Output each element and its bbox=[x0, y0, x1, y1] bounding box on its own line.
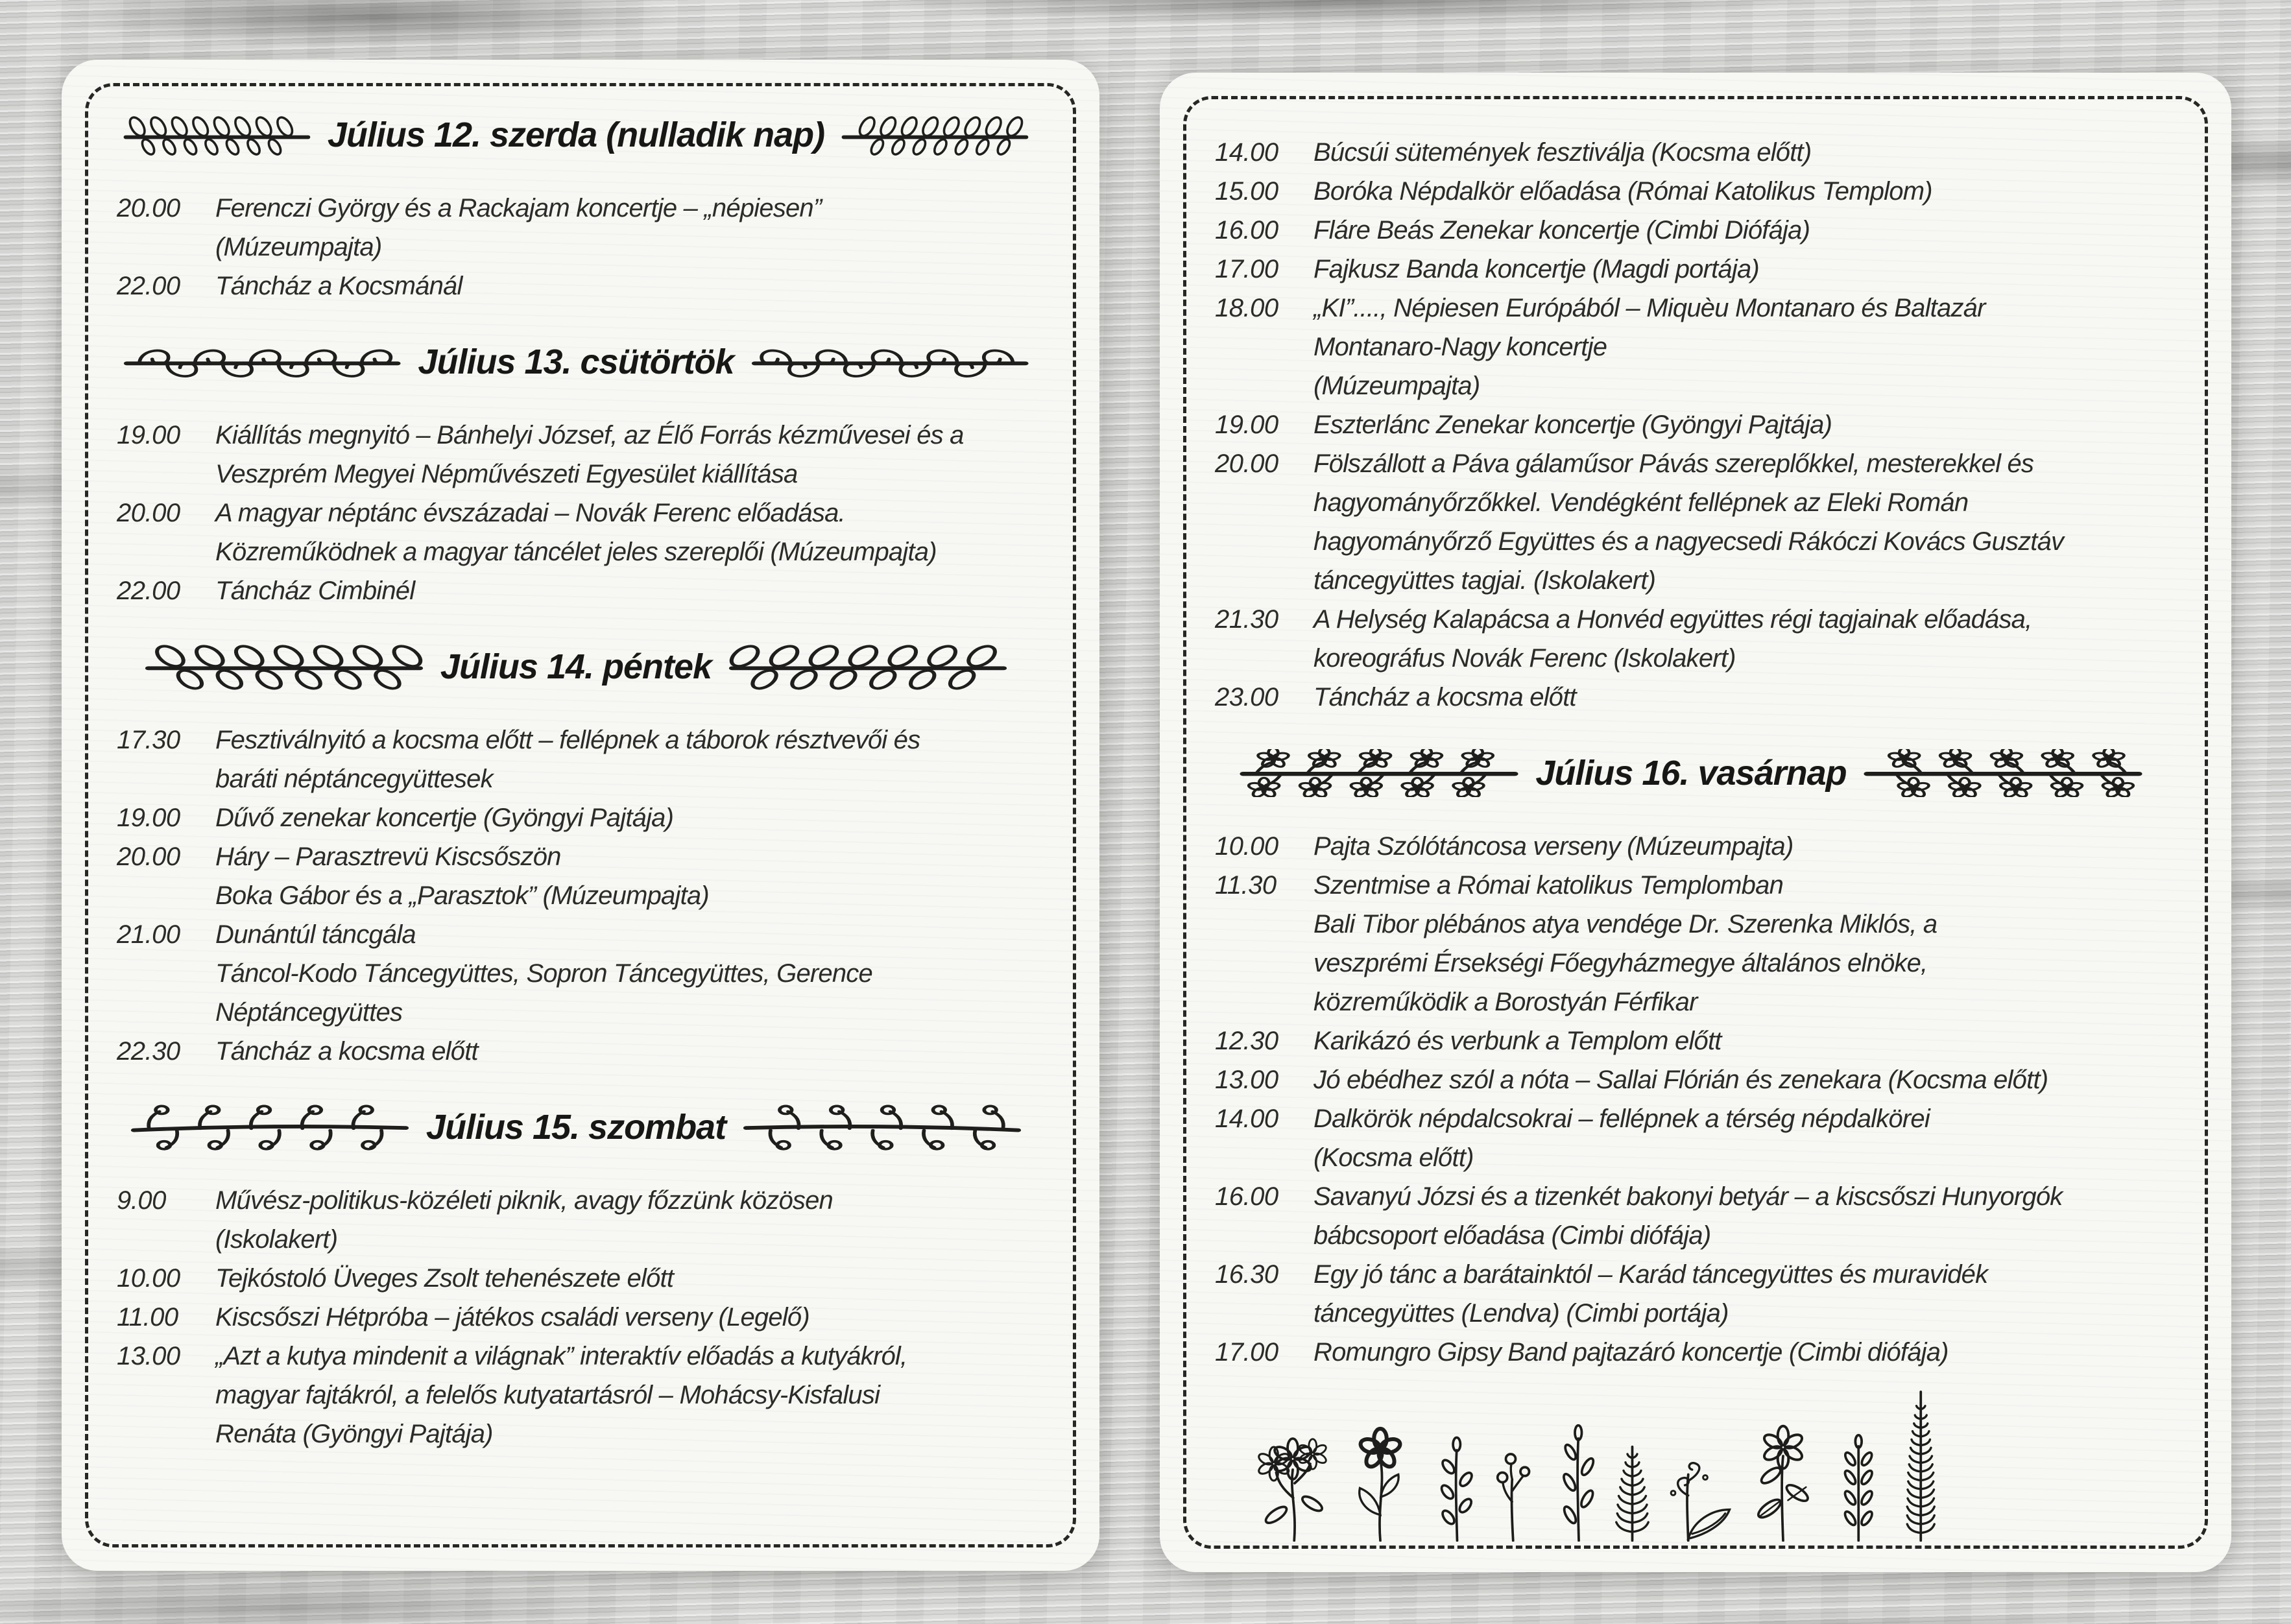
event-lines bbox=[1313, 405, 2167, 444]
event-time: 15.00 bbox=[1215, 177, 1278, 206]
event-text-line: Egy jó tánc a barátainktól – Karád táncegyüttes és muravidék bbox=[1313, 1260, 1988, 1289]
event-text-line: Fesztiválnyitó a kocsma előtt – fellépnek a táborok résztvevői és bbox=[215, 726, 920, 754]
event-lines bbox=[1313, 1060, 2167, 1099]
event-text-line: Tejkóstoló Üveges Zsolt tehenészete előtt bbox=[215, 1264, 674, 1293]
event-time: 19.00 bbox=[1215, 411, 1278, 439]
event-text-line: „KI”...., Népiesen Európából – Miquèu Montanaro és Baltazár bbox=[1313, 294, 1985, 322]
event-row bbox=[1215, 444, 2167, 600]
event-time: 22.00 bbox=[117, 577, 180, 605]
event-row bbox=[1215, 1177, 2167, 1255]
event-row bbox=[117, 494, 1035, 571]
event-time: 10.00 bbox=[1215, 832, 1278, 861]
event-lines bbox=[1313, 1255, 2167, 1333]
event-row bbox=[117, 571, 1035, 610]
sections-right bbox=[1186, 99, 2205, 1378]
event-lines bbox=[215, 837, 1035, 915]
event-text-line: Boka Gábor és a „Parasztok” (Múzeumpajta) bbox=[215, 881, 709, 910]
event-text-line: Renáta (Gyöngyi Pajtája) bbox=[215, 1420, 493, 1448]
event-row bbox=[1215, 211, 2167, 250]
event-lines bbox=[1313, 211, 2167, 250]
event-text-line: (Iskolakert) bbox=[215, 1225, 338, 1254]
event-lines bbox=[1313, 866, 2167, 1021]
event-row bbox=[1215, 405, 2167, 444]
curl-ornament-icon bbox=[123, 338, 401, 386]
event-lines bbox=[1313, 133, 2167, 172]
wildflower-meadow-illustration bbox=[1248, 1347, 1978, 1542]
event-row bbox=[117, 1298, 1035, 1337]
event-time: 22.30 bbox=[117, 1037, 180, 1066]
event-time: 11.30 bbox=[1215, 871, 1277, 900]
section-heading bbox=[1221, 749, 2161, 797]
event-lines bbox=[215, 1032, 1035, 1071]
event-time: 20.00 bbox=[117, 194, 180, 222]
event-text-line: (Múzeumpajta) bbox=[215, 233, 382, 261]
event-lines bbox=[215, 1259, 1035, 1298]
event-text-line: Néptáncegyüttes bbox=[215, 998, 403, 1027]
event-time: 17.00 bbox=[1215, 1338, 1278, 1367]
event-text-line: Dűvő zenekar koncertje (Gyöngyi Pajtája) bbox=[215, 804, 674, 832]
event-text-line: A Helység Kalapácsa a Honvéd együttes régi tagjainak előadása, bbox=[1313, 605, 2032, 634]
event-text-line: Jó ebédhez szól a nóta – Sallai Flórián és zenekara (Kocsma előtt) bbox=[1313, 1066, 2048, 1094]
event-text-line: Montanaro-Nagy koncertje bbox=[1313, 333, 1607, 361]
event-text-line: „Azt a kutya mindenit a világnak” interaktív előadás a kutyákról, bbox=[215, 1342, 907, 1370]
curl-ornament-icon bbox=[751, 338, 1029, 386]
event-text-line: Művész-politikus-közéleti piknik, avagy főzzünk közösen bbox=[215, 1186, 833, 1215]
leaf-ornament-icon bbox=[728, 643, 1007, 691]
event-time: 18.00 bbox=[1215, 294, 1278, 322]
event-lines bbox=[1313, 1021, 2167, 1060]
event-text-line: Táncház Cimbinél bbox=[215, 577, 415, 605]
event-row bbox=[117, 189, 1035, 267]
event-text-line: Savanyú Józsi és a tizenkét bakonyi betyár – a kiscsőszi Hunyorgók bbox=[1313, 1182, 2063, 1211]
section-heading bbox=[123, 1103, 1029, 1151]
event-text-line: Ferenczi György és a Rackajam koncertje – „népiesen” bbox=[215, 194, 822, 222]
event-text-line: koreográfus Novák Ferenc (Iskolakert) bbox=[1313, 644, 1736, 673]
event-time: 23.00 bbox=[1215, 683, 1278, 711]
event-lines bbox=[1313, 444, 2167, 600]
event-text-line: Bali Tibor plébános atya vendége Dr. Szerenka Miklós, a bbox=[1313, 910, 1937, 938]
event-text-line: Táncol-Kodo Táncegyüttes, Sopron Táncegyüttes, Gerence bbox=[215, 959, 872, 988]
event-text-line: Fajkusz Banda koncertje (Magdi portája) bbox=[1313, 255, 1759, 283]
event-row bbox=[1215, 827, 2167, 866]
event-text-line: Közreműködnek a magyar táncélet jeles szereplői (Múzeumpajta) bbox=[215, 538, 937, 566]
event-lines bbox=[1313, 250, 2167, 289]
event-lines bbox=[215, 416, 1035, 494]
event-lines bbox=[1313, 289, 2167, 405]
event-time: 19.00 bbox=[117, 421, 180, 449]
event-time: 10.00 bbox=[117, 1264, 180, 1293]
event-time: 17.30 bbox=[117, 726, 180, 754]
event-row bbox=[1215, 600, 2167, 678]
event-lines bbox=[215, 189, 1035, 267]
event-time: 12.30 bbox=[1215, 1027, 1278, 1055]
event-row bbox=[1215, 1099, 2167, 1177]
event-text-line: A magyar néptánc évszázadai – Novák Ferenc előadása. bbox=[215, 499, 845, 527]
event-time: 11.00 bbox=[117, 1303, 178, 1331]
event-time: 13.00 bbox=[1215, 1066, 1278, 1094]
event-text-line: veszprémi Érsekségi Főegyházmegye általános elnöke, bbox=[1313, 949, 1928, 977]
event-row bbox=[117, 1032, 1035, 1071]
event-row bbox=[117, 915, 1035, 1032]
event-row bbox=[117, 1181, 1035, 1259]
dashed-border-left bbox=[85, 83, 1076, 1547]
sections-left bbox=[88, 86, 1073, 1460]
event-text-line: Eszterlánc Zenekar koncertje (Gyöngyi Pajtája) bbox=[1313, 411, 1832, 439]
event-row bbox=[117, 837, 1035, 915]
flower-ornament-icon bbox=[1240, 749, 1518, 797]
event-row bbox=[1215, 289, 2167, 405]
event-time: 21.30 bbox=[1215, 605, 1278, 634]
section-heading bbox=[123, 643, 1029, 691]
event-row bbox=[117, 1259, 1035, 1298]
flower-ornament-icon bbox=[1864, 749, 2142, 797]
event-text-line: Boróka Népdalkör előadása (Római Katolikus Templom) bbox=[1313, 177, 1932, 206]
event-time: 20.00 bbox=[1215, 449, 1278, 478]
event-text-line: Szentmise a Római katolikus Templomban bbox=[1313, 871, 1784, 900]
event-row bbox=[117, 721, 1035, 798]
event-time: 19.00 bbox=[117, 804, 180, 832]
event-time: 17.00 bbox=[1215, 255, 1278, 283]
event-text-line: Táncház a kocsma előtt bbox=[1313, 683, 1576, 711]
section-title: Július 15. szombat bbox=[426, 1108, 726, 1147]
event-lines bbox=[1313, 600, 2167, 678]
event-lines bbox=[215, 1181, 1035, 1259]
event-time: 16.00 bbox=[1215, 216, 1278, 245]
event-row bbox=[1215, 133, 2167, 172]
event-time: 9.00 bbox=[117, 1186, 166, 1215]
event-row bbox=[1215, 1060, 2167, 1099]
event-row bbox=[1215, 678, 2167, 717]
event-time: 20.00 bbox=[117, 499, 180, 527]
event-row bbox=[117, 267, 1035, 305]
dashed-border-right bbox=[1183, 96, 2208, 1549]
event-text-line: bábcsoport előadása (Cimbi diófája) bbox=[1313, 1221, 1711, 1250]
event-row bbox=[117, 416, 1035, 494]
event-text-line: Kiállítás megnyitó – Bánhelyi József, az Élő Forrás kézművesei és a bbox=[215, 421, 964, 449]
event-text-line: Romungro Gipsy Band pajtazáró koncertje (Cimbi diófája) bbox=[1313, 1338, 1949, 1367]
section-title: Július 13. csütörtök bbox=[418, 342, 734, 381]
event-lines bbox=[215, 721, 1035, 798]
event-text-line: hagyományőrzőkkel. Vendégként fellépnek az Eleki Román bbox=[1313, 488, 1969, 517]
event-row bbox=[117, 798, 1035, 837]
event-time: 16.00 bbox=[1215, 1182, 1278, 1211]
program-page-right bbox=[1160, 73, 2231, 1572]
event-text-line: Dunántúl táncgála bbox=[215, 920, 416, 949]
vine-ornament-icon bbox=[123, 111, 311, 159]
event-row bbox=[1215, 866, 2167, 1021]
event-text-line: Pajta Szólótáncosa verseny (Múzeumpajta) bbox=[1313, 832, 1793, 861]
section-title: Július 12. szerda (nulladik nap) bbox=[327, 115, 825, 154]
event-text-line: Búcsúi sütemények fesztiválja (Kocsma előtt) bbox=[1313, 138, 1812, 167]
sprout-ornament-icon bbox=[743, 1103, 1022, 1151]
event-lines bbox=[1313, 172, 2167, 211]
event-time: 21.00 bbox=[117, 920, 180, 949]
event-time: 20.00 bbox=[117, 842, 180, 871]
event-text-line: Fölszállott a Páva gálaműsor Pávás szereplőkkel, mesterekkel és bbox=[1313, 449, 2034, 478]
event-text-line: Fláre Beás Zenekar koncertje (Cimbi Diófája) bbox=[1313, 216, 1810, 245]
event-text-line: Dalkörök népdalcsokrai – fellépnek a térség népdalkörei bbox=[1313, 1105, 1930, 1133]
event-lines bbox=[1313, 827, 2167, 866]
event-text-line: Táncház a Kocsmánál bbox=[215, 272, 462, 300]
event-lines bbox=[215, 571, 1035, 610]
event-lines bbox=[215, 1298, 1035, 1337]
event-text-line: (Kocsma előtt) bbox=[1313, 1143, 1474, 1172]
event-text-line: Karikázó és verbunk a Templom előtt bbox=[1313, 1027, 1721, 1055]
event-text-line: közreműködik a Borostyán Férfikar bbox=[1313, 988, 1697, 1016]
event-lines bbox=[215, 494, 1035, 571]
event-text-line: Háry – Parasztrevü Kiscsőszön bbox=[215, 842, 561, 871]
event-lines bbox=[215, 1337, 1035, 1453]
event-lines bbox=[215, 915, 1035, 1032]
event-text-line: táncegyüttes (Lendva) (Cimbi portája) bbox=[1313, 1299, 1729, 1328]
leaf-ornament-icon bbox=[145, 643, 424, 691]
event-row bbox=[117, 1337, 1035, 1453]
event-row bbox=[1215, 1255, 2167, 1333]
event-text-line: baráti néptáncegyüttesek bbox=[215, 765, 493, 793]
event-text-line: Táncház a kocsma előtt bbox=[215, 1037, 478, 1066]
event-text-line: magyar fajtákról, a felelős kutyatartásról – Mohácsy-Kisfalusi bbox=[215, 1381, 880, 1409]
event-time: 13.00 bbox=[117, 1342, 180, 1370]
event-lines bbox=[215, 798, 1035, 837]
event-row bbox=[1215, 1021, 2167, 1060]
event-time: 16.30 bbox=[1215, 1260, 1278, 1289]
section-title: Július 16. vasárnap bbox=[1535, 754, 1847, 793]
event-text-line: táncegyüttes tagjai. (Iskolakert) bbox=[1313, 566, 1656, 595]
event-row bbox=[1215, 250, 2167, 289]
event-lines bbox=[1313, 678, 2167, 717]
event-text-line: Veszprém Megyei Népművészeti Egyesület kiállítása bbox=[215, 460, 798, 488]
event-time: 22.00 bbox=[117, 272, 180, 300]
event-text-line: Kiscsőszi Hétpróba – játékos családi verseny (Legelő) bbox=[215, 1303, 810, 1331]
event-time: 14.00 bbox=[1215, 138, 1278, 167]
sprout-ornament-icon bbox=[130, 1103, 409, 1151]
section-title: Július 14. péntek bbox=[440, 647, 712, 686]
program-page-left bbox=[62, 60, 1099, 1571]
event-text-line: hagyományőrző Együttes és a nagyecsedi Rákóczi Kovács Gusztáv bbox=[1313, 527, 2064, 556]
event-text-line: (Múzeumpajta) bbox=[1313, 372, 1480, 400]
event-row bbox=[1215, 172, 2167, 211]
event-lines bbox=[1313, 1099, 2167, 1177]
section-heading bbox=[123, 338, 1029, 386]
section-heading bbox=[123, 111, 1029, 159]
vine-ornament-icon bbox=[841, 111, 1029, 159]
event-lines bbox=[215, 267, 1035, 305]
event-lines bbox=[1313, 1177, 2167, 1255]
event-time: 14.00 bbox=[1215, 1105, 1278, 1133]
